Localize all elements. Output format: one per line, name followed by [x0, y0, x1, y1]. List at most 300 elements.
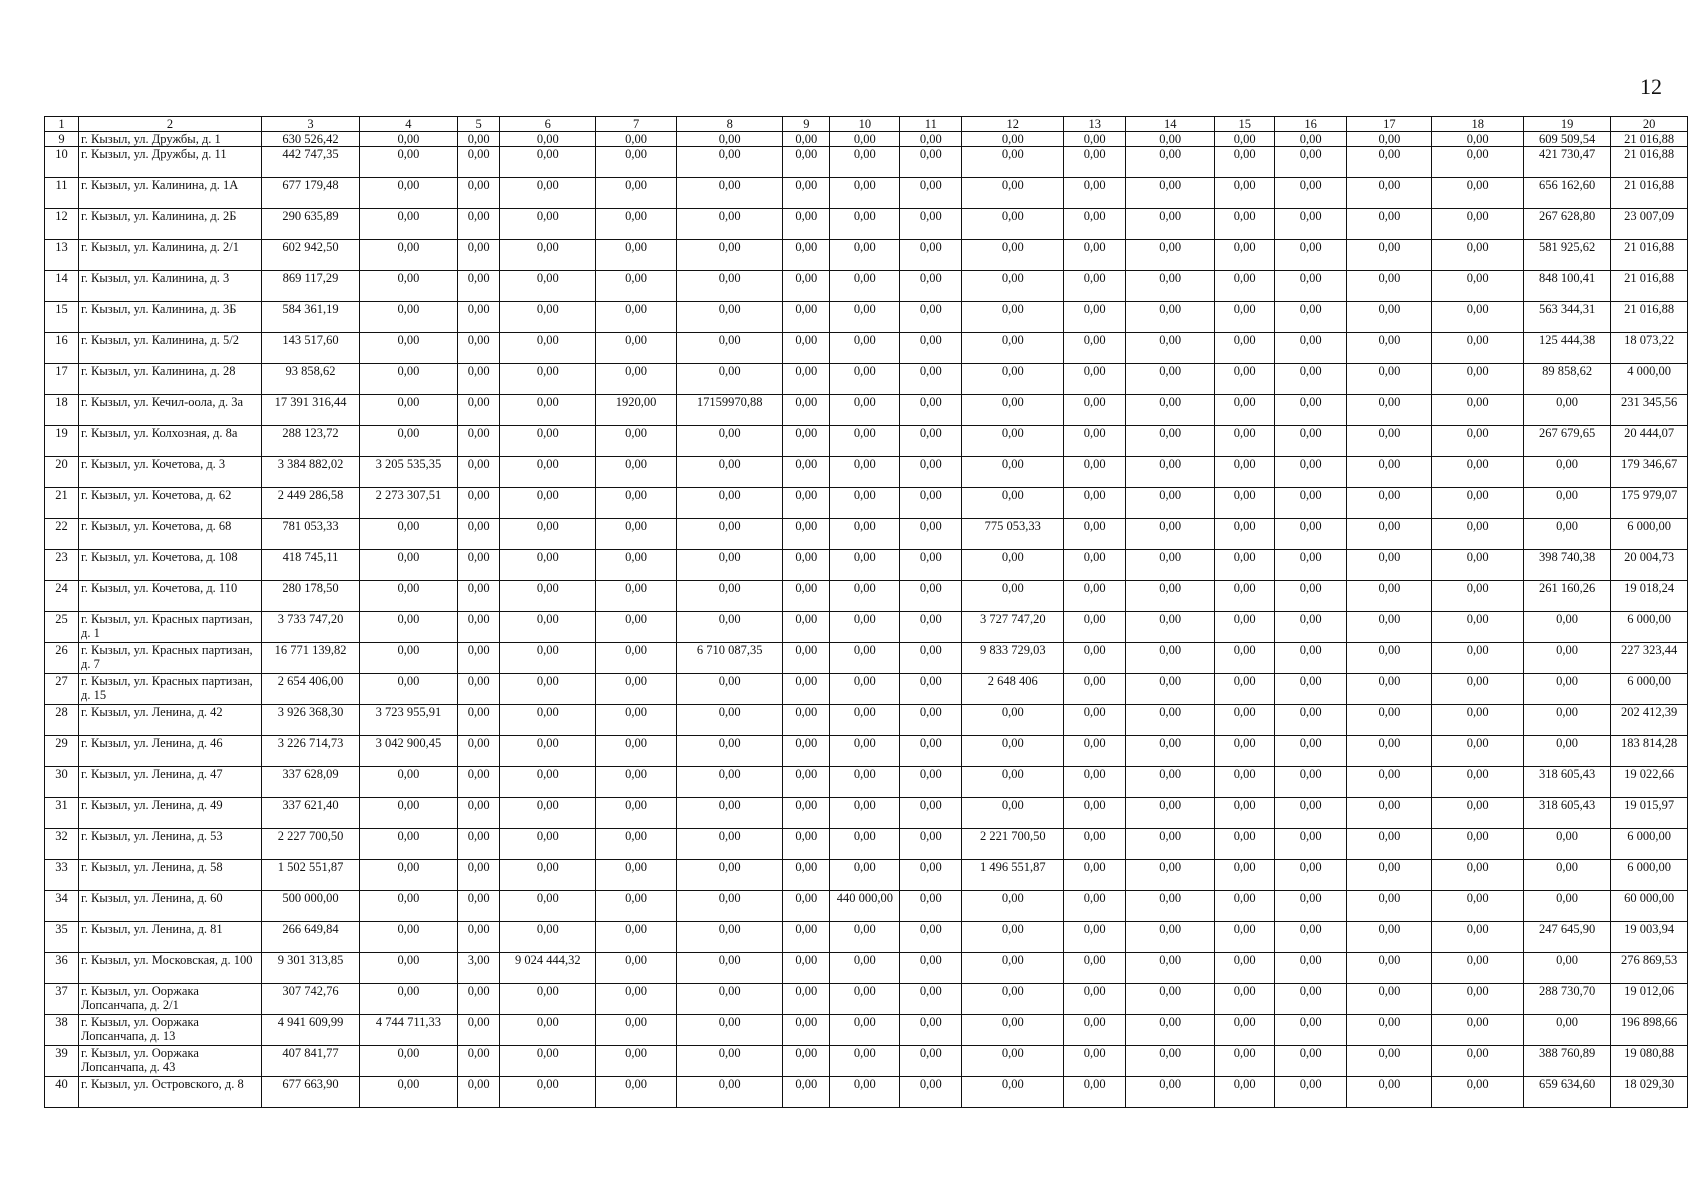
address-cell: г. Кызыл, ул. Кочетова, д. 68 [79, 519, 262, 550]
table-row [45, 767, 1688, 798]
row-number-cell: 19 [45, 426, 79, 457]
value-cell: 0,00 [359, 333, 457, 364]
value-cell: 276 869,53 [1611, 953, 1688, 984]
row-number-cell: 31 [45, 798, 79, 829]
value-cell: 0,00 [1275, 736, 1347, 767]
value-cell: 0,00 [1126, 209, 1215, 240]
value-cell: 0,00 [1064, 581, 1126, 612]
value-cell: 2 654 406,00 [262, 674, 360, 705]
value-cell: 609 509,54 [1523, 132, 1610, 147]
value-cell: 0,00 [1523, 860, 1610, 891]
value-cell: 0,00 [783, 333, 830, 364]
value-cell: 581 925,62 [1523, 240, 1610, 271]
value-cell: 0,00 [1126, 271, 1215, 302]
value-cell: 0,00 [1432, 395, 1524, 426]
value-cell: 0,00 [457, 984, 500, 1015]
table-row [45, 178, 1688, 209]
value-cell: 183 814,28 [1611, 736, 1688, 767]
table-row [45, 612, 1688, 643]
value-cell: 0,00 [783, 674, 830, 705]
address-cell: г. Кызыл, ул. Ленина, д. 49 [79, 798, 262, 829]
value-cell: 398 740,38 [1523, 550, 1610, 581]
value-cell: 0,00 [1275, 364, 1347, 395]
value-cell: 0,00 [1126, 519, 1215, 550]
value-cell: 418 745,11 [262, 550, 360, 581]
value-cell: 0,00 [1064, 860, 1126, 891]
value-cell: 0,00 [596, 643, 677, 674]
value-cell: 0,00 [1215, 271, 1275, 302]
table-row [45, 488, 1688, 519]
table-row [45, 984, 1688, 1015]
value-cell: 0,00 [1215, 1015, 1275, 1046]
value-cell: 0,00 [1126, 705, 1215, 736]
value-cell: 0,00 [1215, 953, 1275, 984]
value-cell: 0,00 [1275, 829, 1347, 860]
value-cell: 0,00 [677, 132, 783, 147]
value-cell: 21 016,88 [1611, 302, 1688, 333]
value-cell: 0,00 [596, 860, 677, 891]
value-cell: 0,00 [1432, 674, 1524, 705]
column-header: 11 [900, 117, 962, 132]
value-cell: 0,00 [677, 705, 783, 736]
table-row [45, 1015, 1688, 1046]
value-cell: 0,00 [1126, 178, 1215, 209]
value-cell: 0,00 [1215, 891, 1275, 922]
address-cell: г. Кызыл, ул. Ленина, д. 42 [79, 705, 262, 736]
value-cell: 0,00 [677, 209, 783, 240]
value-cell: 0,00 [596, 132, 677, 147]
value-cell: 89 858,62 [1523, 364, 1610, 395]
value-cell: 0,00 [962, 1077, 1064, 1108]
value-cell: 0,00 [1432, 147, 1524, 178]
value-cell: 0,00 [1347, 643, 1432, 674]
value-cell: 0,00 [783, 860, 830, 891]
value-cell: 0,00 [457, 1046, 500, 1077]
row-number-cell: 36 [45, 953, 79, 984]
value-cell: 0,00 [1064, 457, 1126, 488]
value-cell: 0,00 [900, 1077, 962, 1108]
value-cell: 0,00 [1126, 674, 1215, 705]
value-cell: 0,00 [1432, 767, 1524, 798]
column-header: 19 [1523, 117, 1610, 132]
value-cell: 0,00 [596, 891, 677, 922]
value-cell: 0,00 [1347, 302, 1432, 333]
value-cell: 3 226 714,73 [262, 736, 360, 767]
address-cell: г. Кызыл, ул. Кочетова, д. 108 [79, 550, 262, 581]
value-cell: 0,00 [1275, 581, 1347, 612]
value-cell: 318 605,43 [1523, 767, 1610, 798]
column-header: 2 [79, 117, 262, 132]
table-row [45, 922, 1688, 953]
value-cell: 0,00 [677, 1046, 783, 1077]
value-cell: 0,00 [677, 953, 783, 984]
value-cell: 266 649,84 [262, 922, 360, 953]
value-cell: 0,00 [830, 271, 900, 302]
row-number-cell: 22 [45, 519, 79, 550]
value-cell: 196 898,66 [1611, 1015, 1688, 1046]
value-cell: 3 926 368,30 [262, 705, 360, 736]
value-cell: 584 361,19 [262, 302, 360, 333]
value-cell: 0,00 [1064, 209, 1126, 240]
value-cell: 0,00 [596, 674, 677, 705]
value-cell: 0,00 [830, 984, 900, 1015]
page-number: 12 [1640, 74, 1662, 99]
value-cell: 0,00 [1064, 705, 1126, 736]
value-cell: 0,00 [457, 132, 500, 147]
value-cell: 869 117,29 [262, 271, 360, 302]
address-cell: г. Кызыл, ул. Московская, д. 100 [79, 953, 262, 984]
value-cell: 0,00 [457, 147, 500, 178]
value-cell: 500 000,00 [262, 891, 360, 922]
value-cell: 0,00 [1275, 922, 1347, 953]
value-cell: 0,00 [1432, 132, 1524, 147]
value-cell: 0,00 [1347, 457, 1432, 488]
value-cell: 0,00 [677, 736, 783, 767]
address-cell: г. Кызыл, ул. Калинина, д. 2Б [79, 209, 262, 240]
value-cell: 0,00 [596, 457, 677, 488]
value-cell: 0,00 [359, 209, 457, 240]
table-row [45, 705, 1688, 736]
value-cell: 0,00 [1215, 767, 1275, 798]
address-cell: г. Кызыл, ул. Ленина, д. 58 [79, 860, 262, 891]
value-cell: 0,00 [457, 674, 500, 705]
value-cell: 0,00 [500, 984, 596, 1015]
table-row [45, 829, 1688, 860]
value-cell: 0,00 [677, 891, 783, 922]
value-cell: 0,00 [962, 922, 1064, 953]
value-cell: 0,00 [783, 891, 830, 922]
value-cell: 0,00 [1064, 767, 1126, 798]
value-cell: 0,00 [457, 240, 500, 271]
value-cell: 290 635,89 [262, 209, 360, 240]
row-number-cell: 20 [45, 457, 79, 488]
value-cell: 0,00 [783, 302, 830, 333]
value-cell: 0,00 [900, 550, 962, 581]
table-row [45, 736, 1688, 767]
value-cell: 0,00 [596, 178, 677, 209]
value-cell: 0,00 [677, 767, 783, 798]
value-cell: 0,00 [1347, 426, 1432, 457]
value-cell: 0,00 [1215, 302, 1275, 333]
value-cell: 0,00 [457, 612, 500, 643]
value-cell: 0,00 [1275, 798, 1347, 829]
value-cell: 0,00 [830, 457, 900, 488]
value-cell: 0,00 [1126, 922, 1215, 953]
value-cell: 0,00 [900, 178, 962, 209]
table-row [45, 271, 1688, 302]
value-cell: 0,00 [1275, 426, 1347, 457]
value-cell: 0,00 [1126, 550, 1215, 581]
value-cell: 0,00 [596, 581, 677, 612]
value-cell: 6 710 087,35 [677, 643, 783, 674]
value-cell: 0,00 [783, 829, 830, 860]
value-cell: 0,00 [1275, 1077, 1347, 1108]
value-cell: 261 160,26 [1523, 581, 1610, 612]
value-cell: 288 123,72 [262, 426, 360, 457]
value-cell: 0,00 [1215, 364, 1275, 395]
address-cell: г. Кызыл, ул. Островского, д. 8 [79, 1077, 262, 1108]
value-cell: 0,00 [1215, 736, 1275, 767]
value-cell: 0,00 [596, 1046, 677, 1077]
value-cell: 0,00 [677, 860, 783, 891]
value-cell: 4 000,00 [1611, 364, 1688, 395]
address-cell: г. Кызыл, ул. Калинина, д. 3 [79, 271, 262, 302]
value-cell: 0,00 [830, 860, 900, 891]
table-body [45, 132, 1688, 1108]
row-number-cell: 30 [45, 767, 79, 798]
value-cell: 0,00 [1064, 736, 1126, 767]
value-cell: 0,00 [457, 209, 500, 240]
table-row [45, 891, 1688, 922]
value-cell: 337 621,40 [262, 798, 360, 829]
value-cell: 0,00 [1432, 1077, 1524, 1108]
column-header: 7 [596, 117, 677, 132]
value-cell: 0,00 [830, 333, 900, 364]
value-cell: 0,00 [1523, 736, 1610, 767]
column-header: 16 [1275, 117, 1347, 132]
value-cell: 288 730,70 [1523, 984, 1610, 1015]
value-cell: 0,00 [359, 1046, 457, 1077]
value-cell: 0,00 [1215, 1046, 1275, 1077]
value-cell: 0,00 [1126, 891, 1215, 922]
value-cell: 0,00 [1064, 426, 1126, 457]
value-cell: 0,00 [900, 798, 962, 829]
value-cell: 0,00 [1347, 860, 1432, 891]
address-cell: г. Кызыл, ул. Дружбы, д. 11 [79, 147, 262, 178]
value-cell: 0,00 [962, 1015, 1064, 1046]
value-cell: 18 029,30 [1611, 1077, 1688, 1108]
row-number-cell: 39 [45, 1046, 79, 1077]
value-cell: 0,00 [1215, 178, 1275, 209]
column-header: 13 [1064, 117, 1126, 132]
value-cell: 16 771 139,82 [262, 643, 360, 674]
value-cell: 0,00 [500, 643, 596, 674]
value-cell: 0,00 [1275, 132, 1347, 147]
value-cell: 0,00 [1347, 178, 1432, 209]
value-cell: 0,00 [457, 271, 500, 302]
value-cell: 0,00 [1064, 984, 1126, 1015]
value-cell: 0,00 [677, 302, 783, 333]
value-cell: 0,00 [1275, 1015, 1347, 1046]
value-cell: 659 634,60 [1523, 1077, 1610, 1108]
row-number-cell: 33 [45, 860, 79, 891]
value-cell: 0,00 [830, 364, 900, 395]
value-cell: 0,00 [962, 178, 1064, 209]
value-cell: 0,00 [500, 798, 596, 829]
row-number-cell: 34 [45, 891, 79, 922]
value-cell: 0,00 [962, 488, 1064, 519]
address-cell: г. Кызыл, ул. Ленина, д. 81 [79, 922, 262, 953]
value-cell: 0,00 [962, 767, 1064, 798]
value-cell: 0,00 [962, 705, 1064, 736]
value-cell: 0,00 [1432, 612, 1524, 643]
value-cell: 0,00 [900, 302, 962, 333]
value-cell: 0,00 [359, 364, 457, 395]
value-cell: 0,00 [1215, 798, 1275, 829]
value-cell: 0,00 [596, 271, 677, 302]
value-cell: 0,00 [359, 147, 457, 178]
value-cell: 0,00 [457, 519, 500, 550]
value-cell: 0,00 [830, 922, 900, 953]
table-row [45, 519, 1688, 550]
value-cell: 0,00 [1126, 457, 1215, 488]
value-cell: 227 323,44 [1611, 643, 1688, 674]
row-number-cell: 14 [45, 271, 79, 302]
value-cell: 0,00 [500, 860, 596, 891]
value-cell: 0,00 [900, 364, 962, 395]
value-cell: 0,00 [1432, 333, 1524, 364]
value-cell: 0,00 [1432, 984, 1524, 1015]
table-row [45, 798, 1688, 829]
value-cell: 0,00 [457, 705, 500, 736]
value-cell: 442 747,35 [262, 147, 360, 178]
row-number-cell: 11 [45, 178, 79, 209]
value-cell: 0,00 [359, 674, 457, 705]
value-cell: 0,00 [1275, 271, 1347, 302]
value-cell: 9 833 729,03 [962, 643, 1064, 674]
value-cell: 0,00 [900, 643, 962, 674]
address-cell: г. Кызыл, ул. Ооржака Лопсанчапа, д. 43 [79, 1046, 262, 1077]
value-cell: 3,00 [457, 953, 500, 984]
value-cell: 0,00 [900, 581, 962, 612]
value-cell: 0,00 [457, 643, 500, 674]
value-cell: 0,00 [1347, 1015, 1432, 1046]
value-cell: 0,00 [900, 736, 962, 767]
value-cell: 0,00 [962, 426, 1064, 457]
value-cell: 0,00 [1215, 333, 1275, 364]
column-header: 12 [962, 117, 1064, 132]
value-cell: 0,00 [1523, 612, 1610, 643]
value-cell: 0,00 [1064, 798, 1126, 829]
value-cell: 0,00 [900, 705, 962, 736]
value-cell: 0,00 [962, 457, 1064, 488]
value-cell: 0,00 [1432, 953, 1524, 984]
value-cell: 0,00 [677, 457, 783, 488]
value-cell: 0,00 [1275, 612, 1347, 643]
column-header: 3 [262, 117, 360, 132]
value-cell: 0,00 [1432, 860, 1524, 891]
value-cell: 0,00 [900, 829, 962, 860]
row-number-cell: 37 [45, 984, 79, 1015]
table-row [45, 132, 1688, 147]
address-cell: г. Кызыл, ул. Ленина, д. 47 [79, 767, 262, 798]
value-cell: 0,00 [900, 457, 962, 488]
value-cell: 0,00 [1347, 736, 1432, 767]
value-cell: 0,00 [783, 1046, 830, 1077]
value-cell: 0,00 [1064, 364, 1126, 395]
value-cell: 0,00 [500, 1015, 596, 1046]
value-cell: 0,00 [596, 302, 677, 333]
value-cell: 0,00 [783, 922, 830, 953]
value-cell: 0,00 [1523, 457, 1610, 488]
value-cell: 0,00 [1126, 984, 1215, 1015]
table-row [45, 674, 1688, 705]
value-cell: 0,00 [1347, 333, 1432, 364]
value-cell: 407 841,77 [262, 1046, 360, 1077]
row-number-cell: 10 [45, 147, 79, 178]
value-cell: 0,00 [783, 488, 830, 519]
value-cell: 0,00 [830, 147, 900, 178]
column-header: 20 [1611, 117, 1688, 132]
value-cell: 0,00 [900, 984, 962, 1015]
value-cell: 0,00 [457, 488, 500, 519]
value-cell: 0,00 [783, 178, 830, 209]
value-cell: 0,00 [1432, 829, 1524, 860]
value-cell: 0,00 [783, 271, 830, 302]
value-cell: 0,00 [1347, 612, 1432, 643]
value-cell: 0,00 [1215, 612, 1275, 643]
value-cell: 143 517,60 [262, 333, 360, 364]
value-cell: 0,00 [830, 240, 900, 271]
value-cell: 0,00 [359, 860, 457, 891]
value-cell: 0,00 [596, 705, 677, 736]
value-cell: 0,00 [677, 674, 783, 705]
column-header: 14 [1126, 117, 1215, 132]
value-cell: 0,00 [596, 519, 677, 550]
value-cell: 0,00 [1064, 674, 1126, 705]
value-cell: 0,00 [1347, 271, 1432, 302]
value-cell: 0,00 [1215, 705, 1275, 736]
value-cell: 0,00 [1215, 829, 1275, 860]
table-row [45, 333, 1688, 364]
column-header: 18 [1432, 117, 1524, 132]
value-cell: 0,00 [359, 829, 457, 860]
value-cell: 23 007,09 [1611, 209, 1688, 240]
value-cell: 0,00 [677, 364, 783, 395]
value-cell: 0,00 [500, 550, 596, 581]
value-cell: 0,00 [1275, 209, 1347, 240]
value-cell: 0,00 [359, 550, 457, 581]
value-cell: 1 502 551,87 [262, 860, 360, 891]
row-number-cell: 9 [45, 132, 79, 147]
value-cell: 0,00 [962, 333, 1064, 364]
value-cell: 0,00 [677, 550, 783, 581]
value-cell: 337 628,09 [262, 767, 360, 798]
value-cell: 781 053,33 [262, 519, 360, 550]
column-header: 4 [359, 117, 457, 132]
table-row [45, 953, 1688, 984]
value-cell: 0,00 [596, 488, 677, 519]
row-number-cell: 35 [45, 922, 79, 953]
value-cell: 0,00 [457, 395, 500, 426]
value-cell: 0,00 [1275, 457, 1347, 488]
value-cell: 0,00 [596, 147, 677, 178]
value-cell: 0,00 [457, 364, 500, 395]
value-cell: 0,00 [677, 147, 783, 178]
value-cell: 0,00 [962, 240, 1064, 271]
value-cell: 0,00 [677, 798, 783, 829]
value-cell: 0,00 [500, 457, 596, 488]
value-cell: 0,00 [1275, 860, 1347, 891]
column-header: 1 [45, 117, 79, 132]
value-cell: 0,00 [457, 426, 500, 457]
value-cell: 0,00 [900, 426, 962, 457]
value-cell: 0,00 [962, 1046, 1064, 1077]
value-cell: 0,00 [1347, 798, 1432, 829]
value-cell: 0,00 [900, 271, 962, 302]
value-cell: 0,00 [1432, 643, 1524, 674]
value-cell: 0,00 [1215, 860, 1275, 891]
value-cell: 0,00 [359, 132, 457, 147]
value-cell: 0,00 [900, 953, 962, 984]
value-cell: 0,00 [596, 1077, 677, 1108]
value-cell: 0,00 [596, 767, 677, 798]
table-row [45, 240, 1688, 271]
table-row [45, 302, 1688, 333]
value-cell: 0,00 [1432, 302, 1524, 333]
value-cell: 0,00 [1432, 1015, 1524, 1046]
value-cell: 0,00 [500, 705, 596, 736]
